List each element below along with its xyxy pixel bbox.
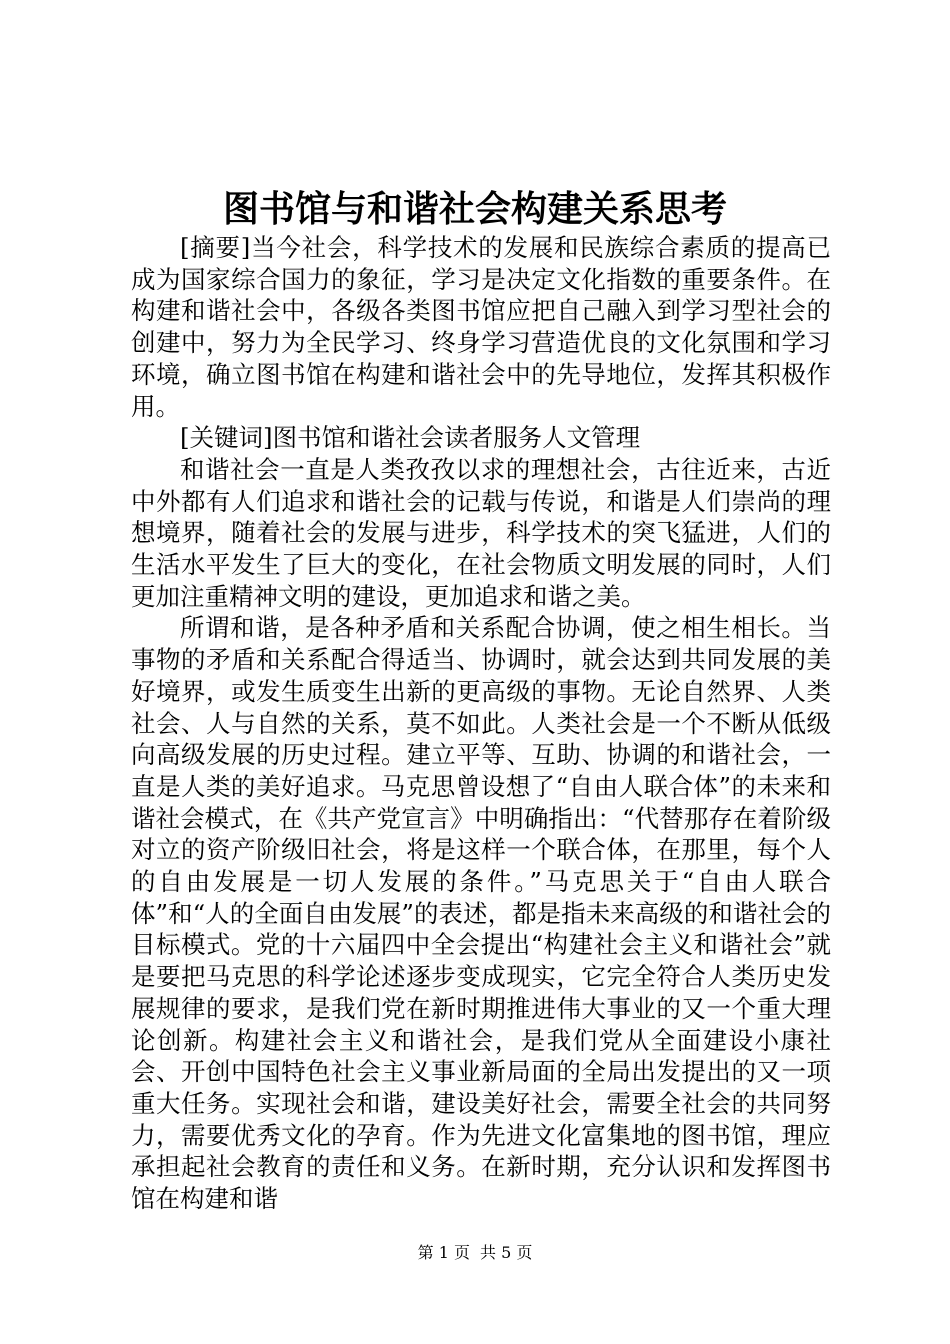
body-paragraph: 和谐社会一直是人类孜孜以求的理想社会，古往近来，古近中外都有人们追求和谐社会的记载与传说，和谐是人们崇尚的理想境界，随着社会的发展与进步，科学技术的突飞猛进，人们的生活水平发生了巨大的变化，在社会物质文明发展的同时，人们更加注重精神文明的建设，更加追求和谐之美。 [131, 454, 831, 611]
page-number: 第 1 页 [417, 1243, 470, 1262]
page-footer [0, 1243, 950, 1263]
keywords-paragraph: [关键词]图书馆和谐社会读者服务人文管理 [180, 423, 641, 453]
body-paragraph: 所谓和谐，是各种矛盾和关系配合协调，使之相生相长。当事物的矛盾和关系配合得适当、协调时，就会达到共同发展的美好境界，或发生质变生出新的更高级的事物。无论自然界、人类社会、人与自然的关系，莫不如此。人类社会是一个不断从低级向高级发展的历史过程。建立平等、互助、协调的和谐社会，一直是人类的美好追求。马克思曾设想了“自由人联合体”的未来和谐社会模式，在《共产党宣言》中明确指出：“代替那存在着阶级对立的资产阶级旧社会，将是这样一个联合体，在那里，每个人的自由发展是一切人发展的条件。”马克思关于“自由人联合体”和“人的全面自由发展”的表述，都是指未来高级的和谐社会的目标模式。党的十六届四中全会提出“构建社会主义和谐社会”就是要把马克思的科学论述逐步变成现实，它完全符合人类历史发展规律的要求，是我们党在新时期推进伟大事业的又一个重大理论创新。构建社会主义和谐社会，是我们党从全面建设小康社会、开创中国特色社会主义事业新局面的全局出发提出的又一项重大任务。实现社会和谐，建设美好社会，需要全社会的共同努力，需要优秀文化的孕育。作为先进文化富集地的图书馆，理应承担起社会教育的责任和义务。在新时期，充分认识和发挥图书馆在构建和谐 [131, 613, 831, 1214]
document-body [131, 232, 831, 1215]
page-total: 共 5 页 [480, 1243, 533, 1262]
document-title: 图书馆与和谐社会构建关系思考 [222, 188, 727, 230]
abstract-paragraph: [摘要]当今社会，科学技术的发展和民族综合素质的提高已成为国家综合国力的象征，学习是决定文化指数的重要条件。在构建和谐社会中，各级各类图书馆应把自己融入到学习型社会的创建中，努力为全民学习、终身学习营造优良的文化氛围和学习环境，确立图书馆在构建和谐社会中的先导地位，发挥其积极作用。 [131, 233, 831, 421]
